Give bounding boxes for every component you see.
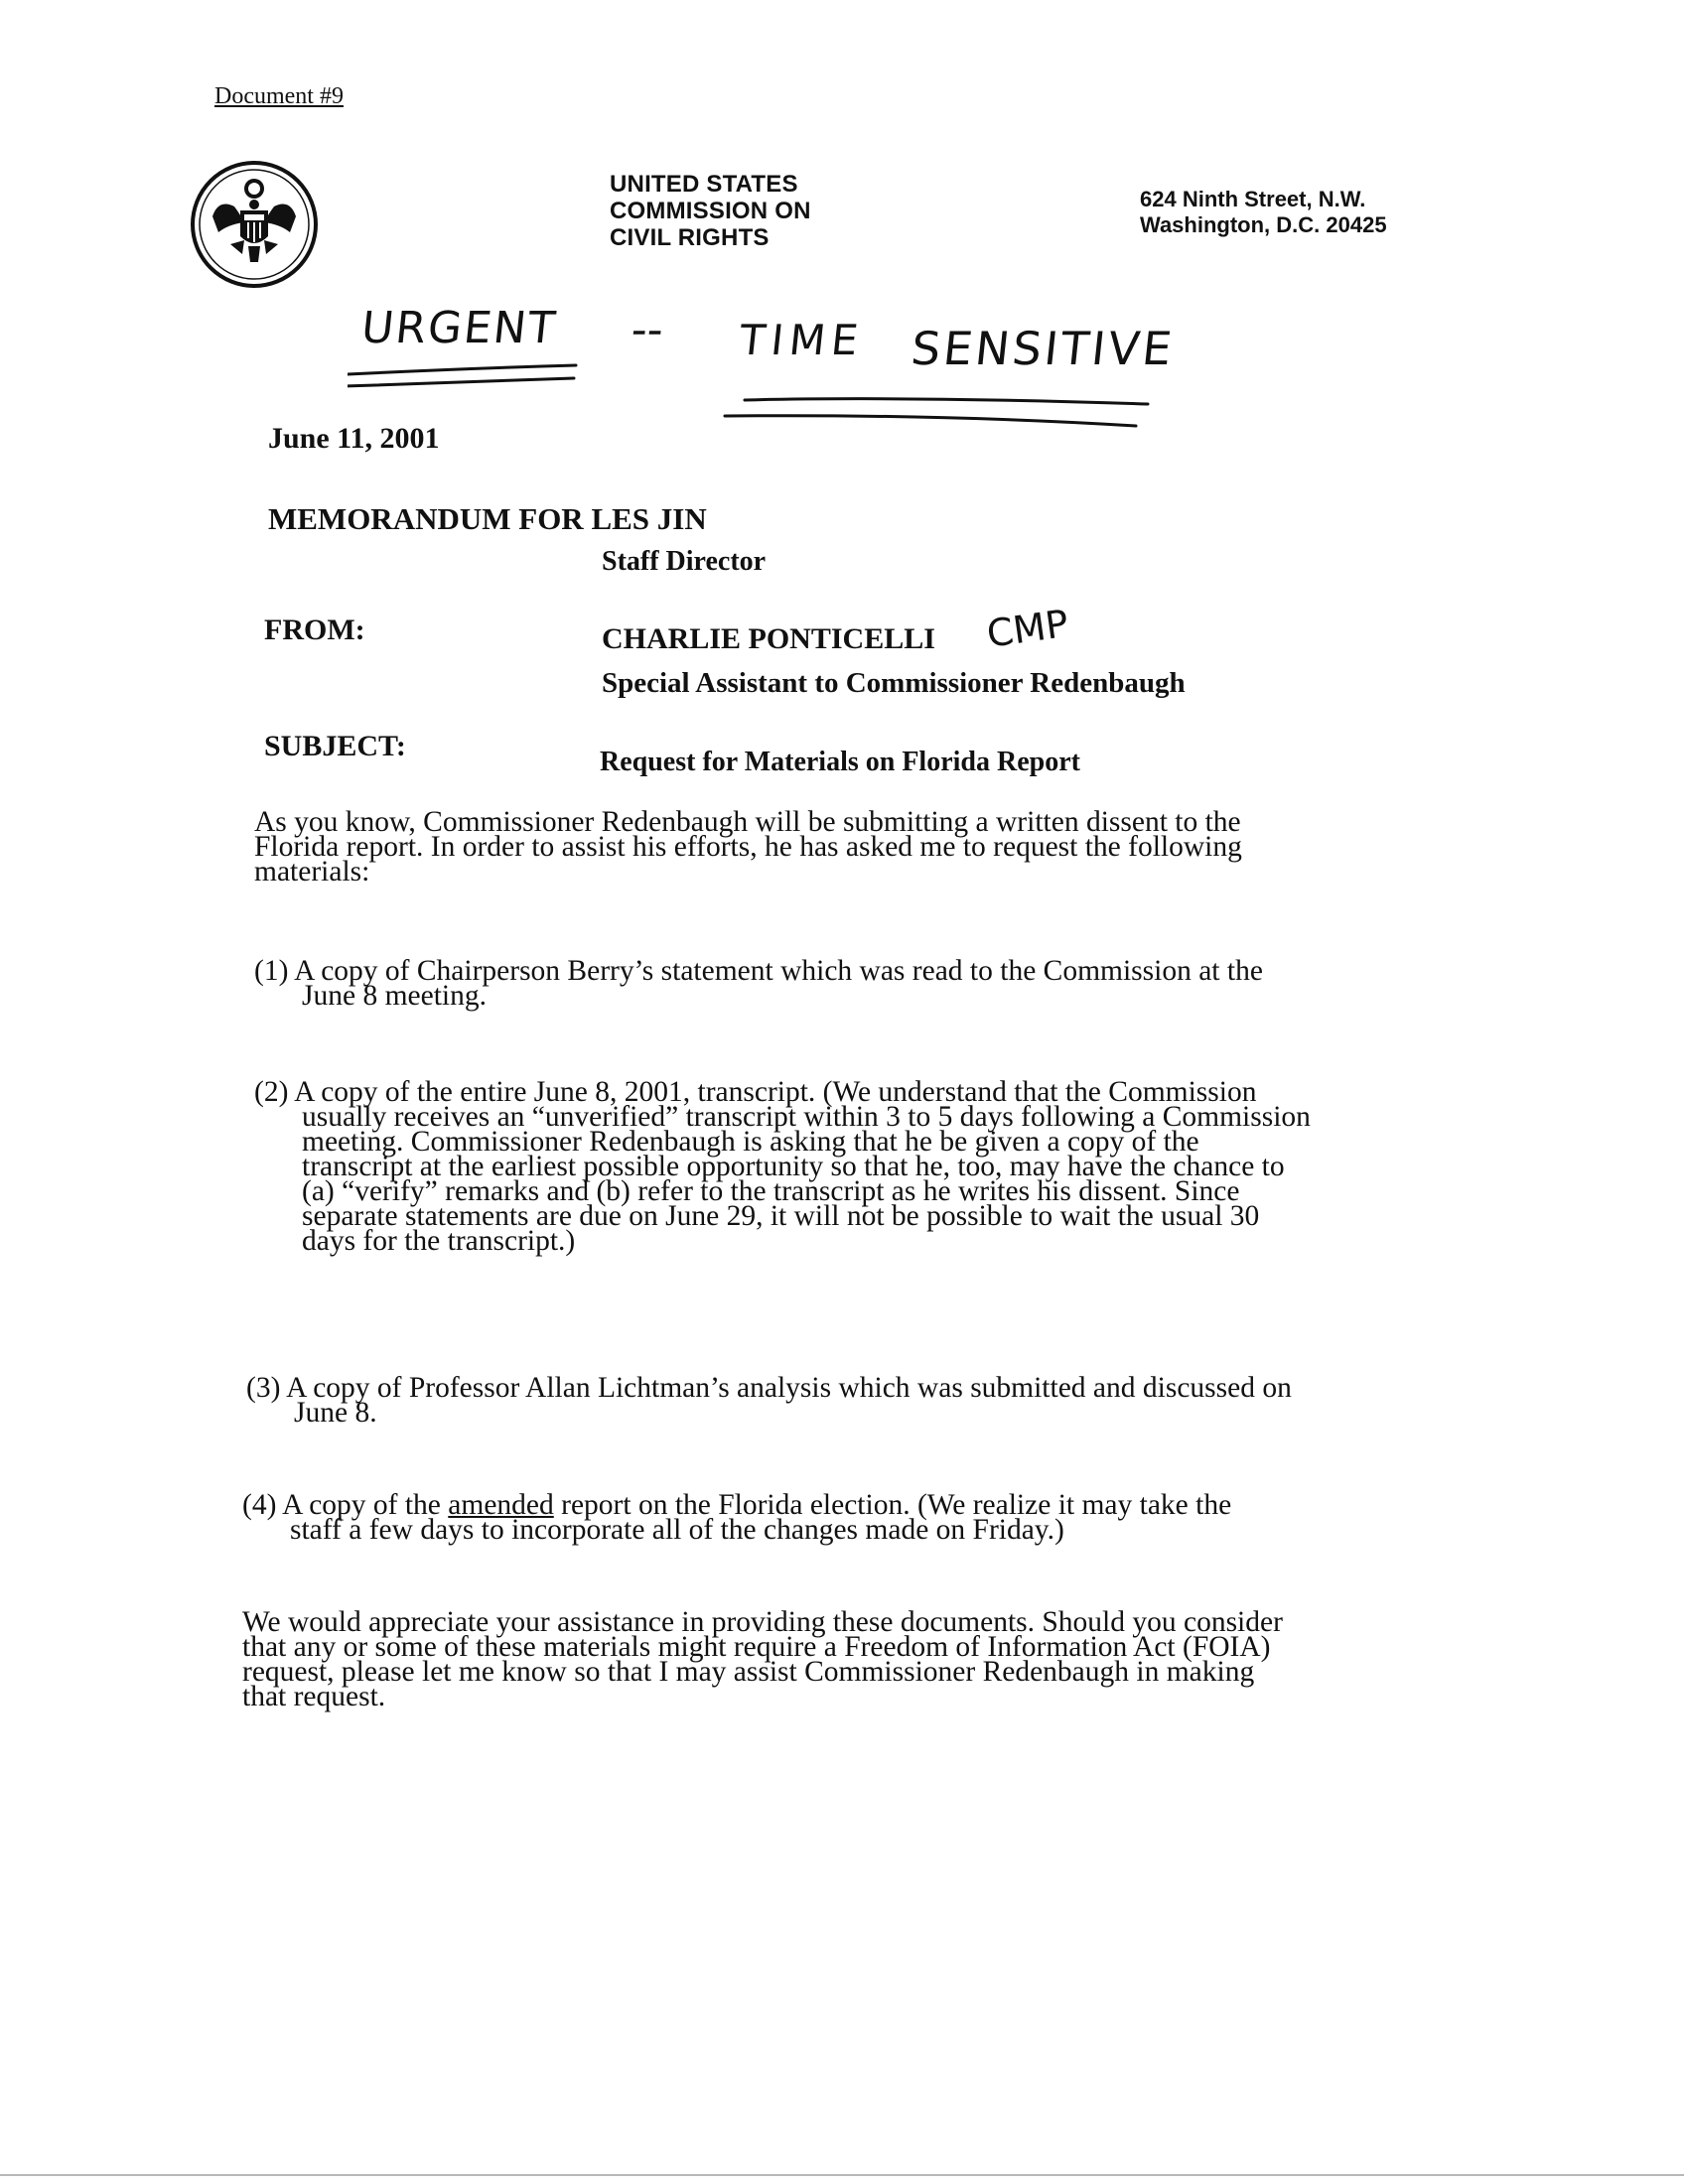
closing-paragraph: [242, 1606, 1283, 1712]
agency-name-line: UNITED STATES: [610, 171, 798, 198]
from-title: Special Assistant to Commissioner Redenbaugh: [602, 667, 1186, 699]
request-item-2: [254, 1076, 1311, 1257]
text-line: (2) A copy of the entire June 8, 2001, transcript. (We understand that the Commission: [254, 1076, 1257, 1108]
memo-date: June 11, 2001: [268, 422, 440, 455]
memo-recipient: MEMORANDUM FOR LES JIN: [268, 501, 707, 536]
text-line: request, please let me know so that I may assist Commissioner Redenbaugh in making: [242, 1656, 1255, 1688]
scan-edge-line: [0, 2174, 1684, 2176]
request-item-4: [242, 1489, 1232, 1546]
subject-label: SUBJECT:: [264, 730, 406, 762]
text-line: June 8.: [294, 1397, 377, 1429]
text-line: materials:: [254, 856, 370, 887]
text-line: meeting. Commissioner Redenbaugh is asking that he be given a copy of the: [302, 1126, 1199, 1158]
address-line: Washington, D.C. 20425: [1140, 212, 1387, 237]
text-line: We would appreciate your assistance in providing these documents. Should you consider: [242, 1606, 1283, 1638]
agency-address: [1140, 187, 1387, 238]
text-line: that any or some of these materials might require a Freedom of Information Act (FOIA): [242, 1631, 1271, 1663]
item4-prefix: (4) A copy of the: [242, 1489, 449, 1521]
memo-recipient-title: Staff Director: [602, 546, 767, 577]
handwritten-time: TIME: [737, 316, 867, 364]
agency-name: [610, 171, 811, 251]
intro-paragraph: [254, 806, 1242, 887]
handwritten-sensitive: SENSITIVE: [909, 322, 1178, 375]
from-name: CHARLIE PONTICELLI: [602, 622, 935, 655]
text-line: days for the transcript.): [302, 1225, 576, 1257]
agency-name-line: CIVIL RIGHTS: [610, 224, 770, 251]
agency-name-line: COMMISSION ON: [610, 198, 811, 224]
address-line: 624 Ninth Street, N.W.: [1140, 187, 1366, 211]
text-line: staff a few days to incorporate all of the changes made on Friday.): [290, 1514, 1064, 1546]
handwritten-urgent: URGENT: [358, 303, 560, 353]
text-line: As you know, Commissioner Redenbaugh will be submitting a written dissent to the: [254, 806, 1241, 838]
item4-underlined-word: amended: [448, 1489, 554, 1521]
initials-text: CMP: [984, 601, 1071, 656]
text-line: that request.: [242, 1681, 386, 1712]
text-line: (3) A copy of Professor Allan Lichtman’s analysis which was submitted and discussed on: [246, 1372, 1292, 1404]
text-line: (a) “verify” remarks and (b) refer to the transcript as he writes his dissent. Since: [302, 1175, 1240, 1207]
request-item-3: [246, 1372, 1292, 1429]
handwritten-dashes: --: [629, 305, 666, 355]
text-line: (1) A copy of Chairperson Berry’s statement which was read to the Commission at the: [254, 955, 1263, 987]
subject-text: Request for Materials on Florida Report: [600, 747, 1080, 777]
from-label: FROM:: [264, 614, 365, 646]
document-label: Document #9: [214, 83, 344, 109]
text-line: Florida report. In order to assist his efforts, he has asked me to request the following: [254, 831, 1242, 863]
handwritten-urgent-note: [348, 293, 1241, 442]
eagle-seal-icon: [189, 159, 320, 290]
item4-suffix: report on the Florida election. (We realize it may take the: [553, 1489, 1232, 1521]
request-item-1: [254, 955, 1263, 1012]
text-line: transcript at the earliest possible opportunity so that he, too, may have the chance to: [302, 1151, 1285, 1182]
text-line: June 8 meeting.: [302, 980, 487, 1012]
text-line: usually receives an “unverified” transcript within 3 to 5 days following a Commission: [302, 1101, 1311, 1133]
handwritten-initials: [983, 591, 1102, 670]
text-line: separate statements are due on June 29, it will not be possible to wait the usual 30: [302, 1200, 1260, 1232]
